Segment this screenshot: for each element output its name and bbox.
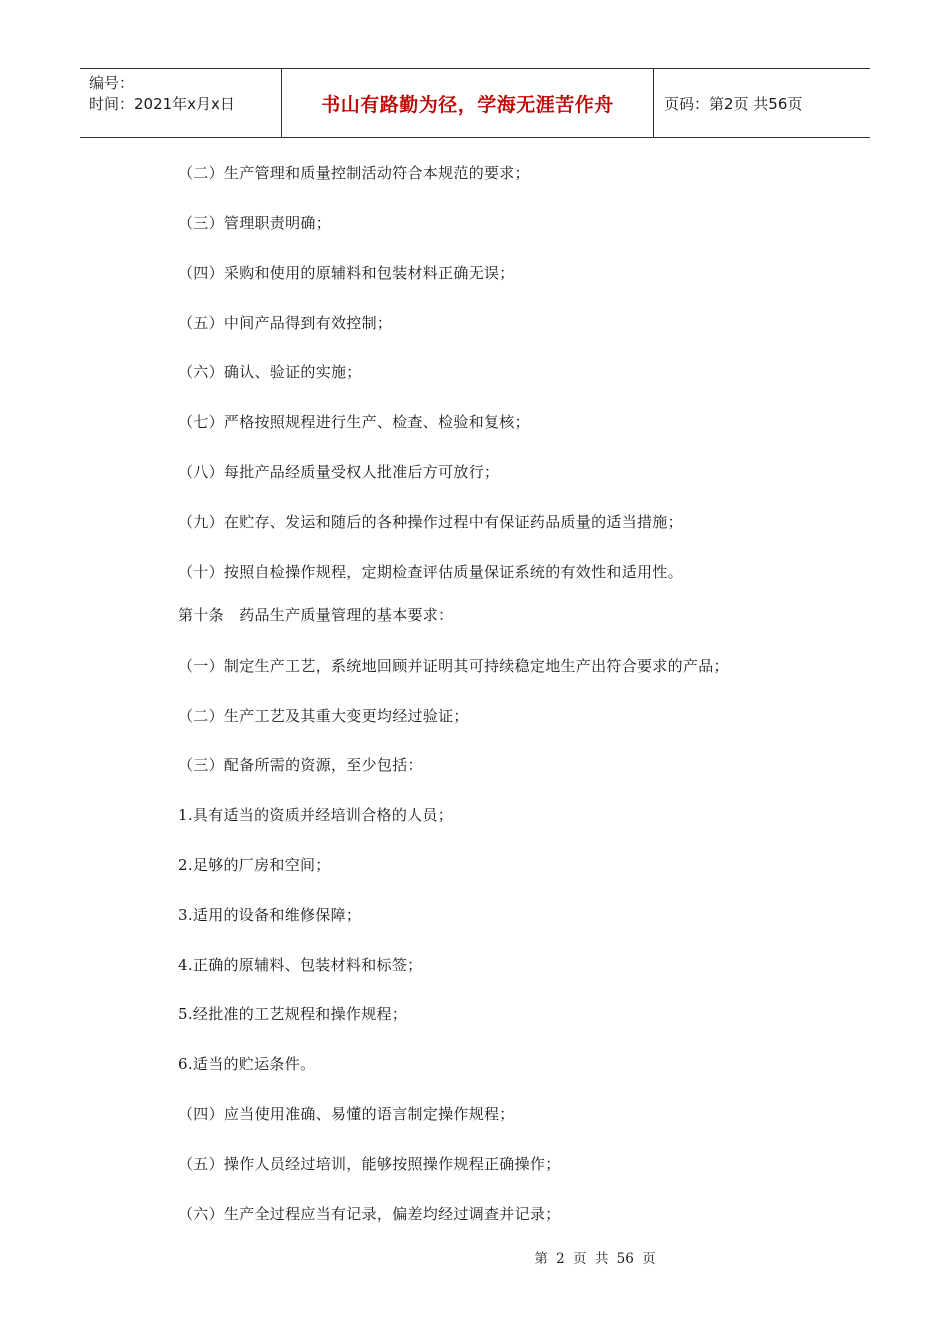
list-item: 5.经批准的工艺规程和操作规程；	[178, 1005, 408, 1023]
list-item: 4.正确的原辅料、包装材料和标签；	[178, 956, 423, 974]
list-item: 1.具有适当的资质并经培训合格的人员；	[178, 806, 454, 824]
page-header	[80, 68, 870, 138]
header-page-info: 页码：第2页 共56页	[664, 94, 803, 113]
header-meta	[80, 69, 282, 137]
list-item: 3.适用的设备和维修保障；	[178, 906, 362, 924]
body-line: （六）确认、验证的实施；	[178, 363, 362, 381]
body-line: （二）生产管理和质量控制活动符合本规范的要求；	[178, 164, 530, 182]
page-footer: 第 2 页 共 56 页	[534, 1251, 656, 1267]
body-line: （六）生产全过程应当有记录，偏差均经过调查并记录；	[178, 1205, 561, 1223]
body-line: （四）采购和使用的原辅料和包装材料正确无误；	[178, 264, 515, 282]
body-line: （一）制定生产工艺，系统地回顾并证明其可持续稳定地生产出符合要求的产品；	[178, 657, 729, 675]
header-motto: 书山有路勤为径，学海无涯苦作舟	[282, 69, 654, 137]
body-line: （四）应当使用准确、易懂的语言制定操作规程；	[178, 1105, 515, 1123]
article-heading: 第十条 药品生产质量管理的基本要求：	[178, 606, 454, 624]
list-item: 6.适当的贮运条件。	[178, 1055, 316, 1073]
body-line: （十）按照自检操作规程，定期检查评估质量保证系统的有效性和适用性。	[178, 563, 683, 581]
body-line: （九）在贮存、发运和随后的各种操作过程中有保证药品质量的适当措施；	[178, 513, 683, 531]
document-number-label: 编号：	[89, 74, 135, 92]
body-line: （五）操作人员经过培训，能够按照操作规程正确操作；	[178, 1155, 561, 1173]
body-line: （三）配备所需的资源，至少包括：	[178, 756, 423, 774]
body-line: （五）中间产品得到有效控制；	[178, 314, 393, 332]
body-line: （八）每批产品经质量受权人批准后方可放行；	[178, 463, 500, 481]
body-line: （七）严格按照规程进行生产、检查、检验和复核；	[178, 413, 530, 431]
body-line: （三）管理职责明确；	[178, 214, 332, 232]
body-line: （二）生产工艺及其重大变更均经过验证；	[178, 707, 469, 725]
list-item: 2.足够的厂房和空间；	[178, 856, 331, 874]
document-time: 时间：2021年x月x日	[89, 95, 235, 113]
